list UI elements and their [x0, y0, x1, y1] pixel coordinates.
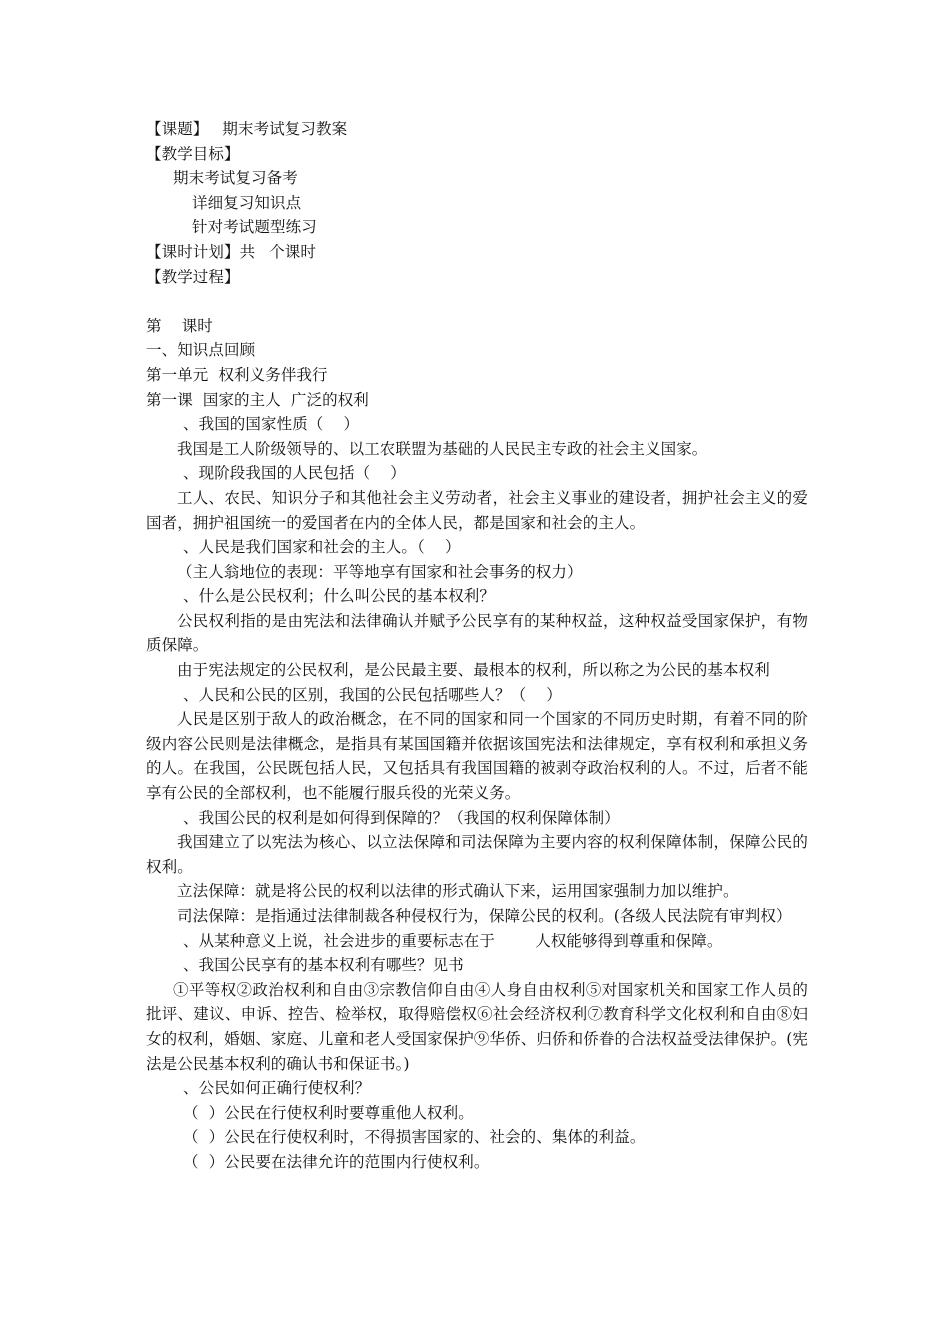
topic-label: 【课题】 — [146, 120, 209, 138]
plan-value: 个课时 — [269, 242, 317, 261]
topic-line — [146, 117, 808, 142]
question-4: 、什么是公民权利；什么叫公民的基本权利？ — [183, 587, 496, 606]
topic-value: 期末考试复习教案 — [222, 120, 348, 138]
rule-2: （ ）公民在行使权利时，不得损害国家的、社会的、集体的利益。 — [183, 1128, 646, 1147]
question-7: 、从某种意义上说，社会进步的重要标志在于 人权能够得到尊重和保障。 — [183, 931, 723, 950]
answer-6c: 司法保障：是指通过法律制裁各种侵权行为，保障公民的权利。(各级人民法院有审判权） — [177, 907, 792, 925]
question-2: 、现阶段我国的人民包括（ ） — [183, 464, 406, 483]
goal-item-2: 详细复习知识点 — [192, 193, 302, 212]
spacer — [146, 289, 808, 314]
question-6: 、我国公民的权利是如何得到保障的？（我国的权利保障体制） — [183, 808, 620, 827]
goals-label: 【教学目标】 — [146, 144, 240, 163]
lesson-heading: 第 课时 — [146, 316, 213, 335]
unit-heading: 第一单元 权利义务伴我行 — [146, 365, 328, 384]
answer-4b: 由于宪法规定的公民权利，是公民最主要、最根本的权利，所以称之为公民的基本权利 — [177, 661, 770, 680]
plan-label: 【课时计划】共 — [146, 242, 256, 261]
rule-3: （ ）公民要在法律允许的范围内行使权利。 — [183, 1152, 490, 1171]
section-heading: 一、知识点回顾 — [146, 341, 256, 360]
answer-6b: 立法保障：就是将公民的权利以法律的形式确认下来，运用国家强制力加以维护。 — [177, 882, 739, 901]
answer-1: 我国是工人阶级领导的、以工农联盟为基础的人民民主专政的社会主义国家。 — [177, 439, 708, 458]
chapter-heading: 第一课 国家的主人 广泛的权利 — [146, 390, 369, 409]
document-content — [146, 117, 808, 1175]
answer-3: （主人翁地位的表现：平等地享有国家和社会事务的权力） — [177, 562, 583, 581]
question-5: 、人民和公民的区别，我国的公民包括哪些人？（ ） — [183, 685, 562, 704]
question-9: 、公民如何正确行使权利？ — [183, 1079, 371, 1098]
goal-item-1: 期末考试复习备考 — [173, 169, 298, 188]
plan-line — [146, 240, 808, 265]
process-label: 【教学过程】 — [146, 267, 240, 286]
answer-2: 工人、农民、知识分子和其他社会主义劳动者，社会主义事业的建设者，拥护社会主义的爱国者，拥护祖国统一的爱国者在内的全体人民，都是国家和社会的主人。 — [146, 488, 808, 532]
goal-item-3: 针对考试题型练习 — [192, 218, 317, 237]
question-1: 、我国的国家性质（ ） — [183, 415, 360, 434]
answer-4a: 公民权利指的是由宪法和法律确认并赋予公民享有的某种权益，这种权益受国家保护，有物质保障。 — [146, 611, 808, 655]
answer-5: 人民是区别于敌人的政治概念，在不同的国家和同一个国家的不同历史时期，有着不同的阶级内容公民则是法律概念，是指具有某国国籍并依据该国宪法和法律规定，享有权利和承担义务的人。在我国，公民既包括人民，又包括具有我国国籍的被剥夺政治权利的人。不过，后者不能享有公民的全部权利，也不能履行服兵役的光荣义务。 — [146, 710, 808, 803]
question-8: 、我国公民享有的基本权利有哪些？见书 — [183, 956, 464, 975]
rule-1: （ ）公民在行使权利时要尊重他人权利。 — [183, 1103, 474, 1122]
answer-8: ①平等权②政治权利和自由③宗教信仰自由④人身自由权利⑤对国家机关和国家工作人员的批评、建议、申诉、控告、检举权，取得赔偿权⑥社会经济权利⑦教育科学文化权利和自由⑧妇女的权利，婚姻、家庭、儿童和老人受国家保护⑨华侨、归侨和侨眷的合法权益受法律保护。(宪法是公民基本权利的确认书和保证书。) — [146, 980, 808, 1073]
answer-6a: 我国建立了以宪法为核心、以立法保障和司法保障为主要内容的权利保障体制，保障公民的权利。 — [146, 833, 808, 876]
question-3: 、人民是我们国家和社会的主人。（ ） — [183, 538, 461, 557]
